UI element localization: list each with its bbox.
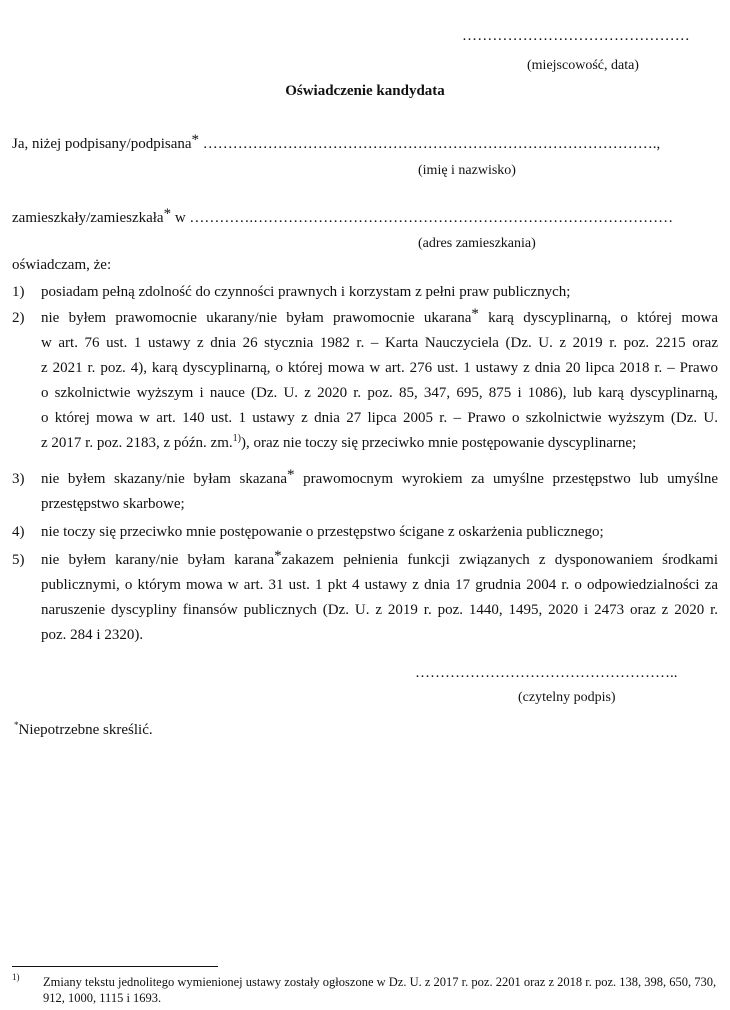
footnote-reference: 1): [232, 433, 241, 444]
strike-out-note: [14, 722, 153, 739]
place-date-dotted-line: ………………………………………: [462, 28, 690, 44]
item-text-segment: prawomocnym wyrokiem za umyślne przestępstwo lub umyślne: [294, 471, 718, 487]
item-text-line: o której mowa w art. 140 ust. 1 ustawy z dnia 27 lipca 2005 r. – Prawo o szkolnictwie wyższym (Dz. U.: [41, 410, 718, 426]
item-text-line: [41, 306, 718, 331]
signature-dotted-line: ……………………………………………..: [415, 665, 678, 681]
item-text: posiadam pełną zdolność do czynności prawnych i korzystam z pełni praw publicznych;: [41, 284, 571, 300]
name-caption: (imię i nazwisko): [418, 163, 516, 178]
item-text-segment: z 2017 r. poz. 2183, z późn. zm.: [41, 435, 233, 451]
item-number: 5): [12, 552, 25, 568]
item-text-segment: nie byłem karany/nie byłam karana: [41, 552, 275, 568]
item-number: 2): [12, 310, 25, 326]
address-star-mark: *: [163, 206, 172, 222]
item-text-segment: ), oraz nie toczy się przeciwko mnie postępowanie dyscyplinarne;: [240, 435, 637, 451]
item-text-line: poz. 284 i 2320).: [41, 627, 144, 643]
item-text-line: [41, 548, 718, 573]
item-number: 3): [12, 471, 25, 487]
item-text-line: o szkolnictwie wyższym i nauce (Dz. U. z 2020 r. poz. 85, 347, 695, 875 i 1086), lub karą dyscyplinarną,: [41, 385, 718, 401]
item-text-line: naruszenie dyscypliny finansów publicznych (Dz. U. z 2019 r. poz. 1440, 1495, 2020 i 2473 oraz z 2020 r.: [41, 602, 718, 618]
footnote-separator: [12, 966, 218, 967]
item-number: 1): [12, 284, 25, 300]
item-text-segment: zakazem pełnienia funkcji związanych z dysponowaniem środkami: [281, 552, 718, 568]
signature-caption: (czytelny podpis): [518, 690, 616, 705]
address-line: [12, 206, 674, 227]
name-line: [12, 132, 661, 153]
item-text-line: [41, 431, 718, 456]
name-label: Ja, niżej podpisany/podpisana: [12, 136, 192, 152]
item-text-segment: nie byłem skazany/nie byłam skazana: [41, 471, 287, 487]
note-text: Niepotrzebne skreślić.: [18, 722, 153, 738]
item-text-line: publicznymi, o którym mowa w art. 31 ust. 1 pkt 4 ustawy z dnia 17 grudnia 2004 r. o odpowiedzialności za: [41, 577, 718, 593]
place-date-caption: (miejscowość, data): [527, 58, 639, 73]
item-text: nie toczy się przeciwko mnie postępowanie o przestępstwo ścigane z oskarżenia publicznego;: [41, 524, 604, 540]
note-star-mark: *: [14, 720, 19, 730]
item-text-line: przestępstwo skarbowe;: [41, 496, 185, 512]
document-title: Oświadczenie kandydata: [285, 83, 445, 99]
item-text-line: z 2021 r. poz. 4), karą dyscyplinarną, o której mowa w art. 276 ust. 1 ustawy z dnia 20 lipca 2018 r. – Prawo: [41, 360, 718, 376]
item-text-line: w art. 76 ust. 1 ustawy z dnia 26 stycznia 1982 r. – Karta Nauczyciela (Dz. U. z 2019 r. poz. 2215 oraz: [41, 335, 718, 351]
footnote-text: Zmiany tekstu jednolitego wymienionej ustawy zostały ogłoszone w Dz. U. z 2017 r. poz. 2201 oraz z 2018 r. poz. 138, 398, 650, 730, 912, 1000, 1115 i 1693.: [43, 975, 717, 1005]
item-text-line: [41, 467, 718, 492]
name-star-mark: *: [191, 132, 200, 148]
item-number: 4): [12, 524, 25, 540]
address-caption: (adres zamieszkania): [418, 236, 536, 251]
item-text-segment: karą dyscyplinarną, o której mowa: [478, 310, 718, 326]
address-dotted-line: w ………….…………………………………………………………………………: [171, 210, 674, 226]
declaration-intro: oświadczam, że:: [12, 257, 112, 273]
footnote-mark: 1): [12, 972, 20, 982]
star-mark: *: [471, 306, 479, 322]
item-text-segment: nie byłem prawomocnie ukarany/nie byłam prawomocnie ukarana: [41, 310, 472, 326]
star-mark: *: [274, 548, 282, 564]
star-mark: *: [287, 467, 295, 483]
address-label: zamieszkały/zamieszkała: [12, 210, 164, 226]
name-dotted-line: ……………………………………………………………………………….,: [199, 136, 661, 152]
